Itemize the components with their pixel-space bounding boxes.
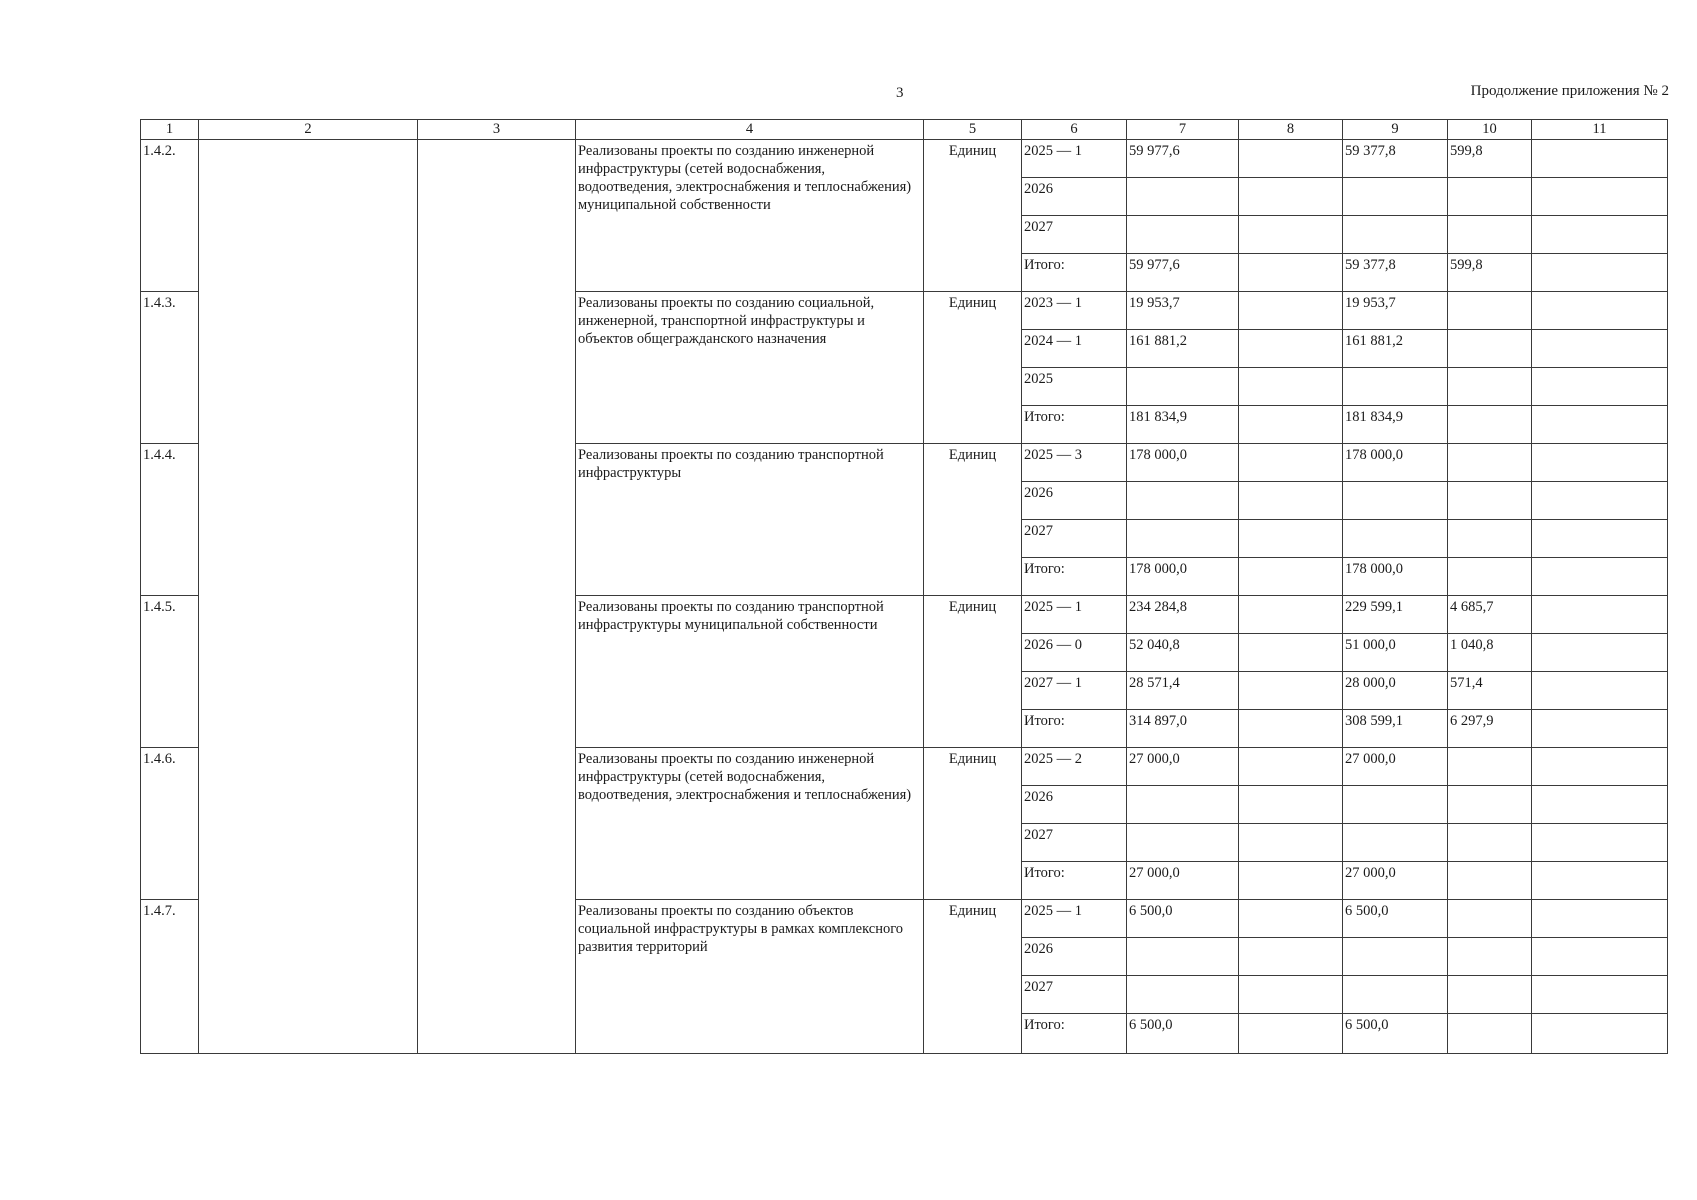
column-8-cell bbox=[1239, 862, 1343, 900]
amount-total-cell bbox=[1127, 520, 1239, 558]
amount-column-9-cell bbox=[1343, 786, 1448, 824]
result-description: Реализованы проекты по созданию инженерной инфраструктуры (сетей водоснабжения, водоотведения, электроснабжения и теплоснабжения) муниципальной собственности bbox=[576, 140, 924, 292]
amount-column-9-cell: 27 000,0 bbox=[1343, 748, 1448, 786]
year-cell: 2023 — 1 bbox=[1022, 292, 1127, 330]
section-code: 1.4.7. bbox=[141, 900, 199, 1054]
column-11-cell bbox=[1532, 862, 1668, 900]
amount-total-cell: 6 500,0 bbox=[1127, 900, 1239, 938]
column-11-cell bbox=[1532, 140, 1668, 178]
amount-column-10-cell bbox=[1448, 824, 1532, 862]
amount-column-9-cell: 6 500,0 bbox=[1343, 900, 1448, 938]
column-number-header: 7 bbox=[1127, 120, 1239, 140]
column-2-cell bbox=[199, 140, 418, 1054]
year-cell: 2026 bbox=[1022, 178, 1127, 216]
unit-of-measure: Единиц bbox=[924, 140, 1022, 292]
amount-column-10-cell bbox=[1448, 482, 1532, 520]
amount-total-cell: 178 000,0 bbox=[1127, 558, 1239, 596]
amount-column-9-cell: 181 834,9 bbox=[1343, 406, 1448, 444]
unit-of-measure: Единиц bbox=[924, 900, 1022, 1054]
amount-column-9-cell bbox=[1343, 482, 1448, 520]
amount-column-9-cell: 308 599,1 bbox=[1343, 710, 1448, 748]
table-row bbox=[141, 140, 1668, 178]
amount-total-cell: 178 000,0 bbox=[1127, 444, 1239, 482]
amount-column-10-cell bbox=[1448, 520, 1532, 558]
section-code: 1.4.5. bbox=[141, 596, 199, 748]
amount-column-9-cell: 161 881,2 bbox=[1343, 330, 1448, 368]
amount-column-9-cell: 27 000,0 bbox=[1343, 862, 1448, 900]
column-8-cell bbox=[1239, 140, 1343, 178]
column-11-cell bbox=[1532, 178, 1668, 216]
amount-column-10-cell bbox=[1448, 938, 1532, 976]
column-8-cell bbox=[1239, 406, 1343, 444]
column-8-cell bbox=[1239, 178, 1343, 216]
amount-column-9-cell: 178 000,0 bbox=[1343, 444, 1448, 482]
year-cell: 2025 — 1 bbox=[1022, 900, 1127, 938]
year-cell: 2026 bbox=[1022, 938, 1127, 976]
unit-of-measure: Единиц bbox=[924, 596, 1022, 748]
amount-total-cell: 59 977,6 bbox=[1127, 140, 1239, 178]
amount-column-10-cell: 599,8 bbox=[1448, 254, 1532, 292]
year-cell: 2027 — 1 bbox=[1022, 672, 1127, 710]
year-cell: 2026 bbox=[1022, 482, 1127, 520]
amount-column-9-cell bbox=[1343, 938, 1448, 976]
result-description: Реализованы проекты по созданию социальной, инженерной, транспортной инфраструктуры и объектов общегражданского назначения bbox=[576, 292, 924, 444]
amount-column-9-cell: 51 000,0 bbox=[1343, 634, 1448, 672]
amount-column-9-cell: 19 953,7 bbox=[1343, 292, 1448, 330]
column-8-cell bbox=[1239, 634, 1343, 672]
column-8-cell bbox=[1239, 368, 1343, 406]
amount-column-9-cell bbox=[1343, 520, 1448, 558]
column-8-cell bbox=[1239, 1014, 1343, 1054]
amount-total-cell: 52 040,8 bbox=[1127, 634, 1239, 672]
column-8-cell bbox=[1239, 254, 1343, 292]
amount-total-cell bbox=[1127, 824, 1239, 862]
amount-column-10-cell bbox=[1448, 786, 1532, 824]
amount-column-9-cell bbox=[1343, 216, 1448, 254]
section-code: 1.4.3. bbox=[141, 292, 199, 444]
amount-column-10-cell bbox=[1448, 900, 1532, 938]
amount-total-cell: 19 953,7 bbox=[1127, 292, 1239, 330]
column-8-cell bbox=[1239, 748, 1343, 786]
column-8-cell bbox=[1239, 558, 1343, 596]
column-11-cell bbox=[1532, 1014, 1668, 1054]
column-number-header: 4 bbox=[576, 120, 924, 140]
year-cell: 2026 bbox=[1022, 786, 1127, 824]
amount-total-cell: 27 000,0 bbox=[1127, 748, 1239, 786]
result-description: Реализованы проекты по созданию транспортной инфраструктуры муниципальной собственности bbox=[576, 596, 924, 748]
column-11-cell bbox=[1532, 938, 1668, 976]
column-number-header: 10 bbox=[1448, 120, 1532, 140]
amount-total-cell: 234 284,8 bbox=[1127, 596, 1239, 634]
amount-column-10-cell: 571,4 bbox=[1448, 672, 1532, 710]
amount-column-10-cell bbox=[1448, 292, 1532, 330]
amount-column-10-cell bbox=[1448, 862, 1532, 900]
amount-column-10-cell: 599,8 bbox=[1448, 140, 1532, 178]
amount-column-9-cell: 59 377,8 bbox=[1343, 254, 1448, 292]
result-description: Реализованы проекты по созданию инженерной инфраструктуры (сетей водоснабжения, водоотведения, электроснабжения и теплоснабжения) bbox=[576, 748, 924, 900]
column-number-header: 5 bbox=[924, 120, 1022, 140]
column-8-cell bbox=[1239, 216, 1343, 254]
column-number-header: 11 bbox=[1532, 120, 1668, 140]
column-8-cell bbox=[1239, 824, 1343, 862]
amount-total-cell: 181 834,9 bbox=[1127, 406, 1239, 444]
table-body bbox=[141, 140, 1668, 1054]
column-8-cell bbox=[1239, 672, 1343, 710]
amount-total-cell: 6 500,0 bbox=[1127, 1014, 1239, 1054]
column-11-cell bbox=[1532, 330, 1668, 368]
year-cell: Итого: bbox=[1022, 710, 1127, 748]
unit-of-measure: Единиц bbox=[924, 292, 1022, 444]
column-11-cell bbox=[1532, 368, 1668, 406]
amount-total-cell: 27 000,0 bbox=[1127, 862, 1239, 900]
amount-column-9-cell bbox=[1343, 178, 1448, 216]
year-cell: 2027 bbox=[1022, 520, 1127, 558]
amount-column-10-cell: 6 297,9 bbox=[1448, 710, 1532, 748]
column-number-header: 6 bbox=[1022, 120, 1127, 140]
column-11-cell bbox=[1532, 634, 1668, 672]
amount-column-10-cell bbox=[1448, 368, 1532, 406]
column-8-cell bbox=[1239, 710, 1343, 748]
column-11-cell bbox=[1532, 596, 1668, 634]
amount-total-cell: 161 881,2 bbox=[1127, 330, 1239, 368]
year-cell: 2025 — 1 bbox=[1022, 596, 1127, 634]
amount-column-10-cell bbox=[1448, 178, 1532, 216]
year-cell: Итого: bbox=[1022, 254, 1127, 292]
column-11-cell bbox=[1532, 672, 1668, 710]
amount-total-cell: 314 897,0 bbox=[1127, 710, 1239, 748]
column-8-cell bbox=[1239, 444, 1343, 482]
column-number-header: 1 bbox=[141, 120, 199, 140]
year-cell: 2027 bbox=[1022, 216, 1127, 254]
amount-total-cell bbox=[1127, 216, 1239, 254]
amount-column-10-cell bbox=[1448, 444, 1532, 482]
year-cell: 2025 — 3 bbox=[1022, 444, 1127, 482]
column-8-cell bbox=[1239, 330, 1343, 368]
column-number-header: 8 bbox=[1239, 120, 1343, 140]
year-cell: 2025 — 1 bbox=[1022, 140, 1127, 178]
column-8-cell bbox=[1239, 786, 1343, 824]
amount-column-10-cell: 1 040,8 bbox=[1448, 634, 1532, 672]
amount-column-9-cell: 6 500,0 bbox=[1343, 1014, 1448, 1054]
column-11-cell bbox=[1532, 824, 1668, 862]
year-cell: 2024 — 1 bbox=[1022, 330, 1127, 368]
column-number-header: 9 bbox=[1343, 120, 1448, 140]
amount-column-10-cell bbox=[1448, 330, 1532, 368]
amount-column-10-cell bbox=[1448, 976, 1532, 1014]
amount-column-9-cell: 178 000,0 bbox=[1343, 558, 1448, 596]
section-code: 1.4.4. bbox=[141, 444, 199, 596]
amount-total-cell bbox=[1127, 482, 1239, 520]
column-11-cell bbox=[1532, 406, 1668, 444]
column-11-cell bbox=[1532, 444, 1668, 482]
column-8-cell bbox=[1239, 292, 1343, 330]
page-number: 3 bbox=[896, 85, 904, 101]
amount-column-9-cell bbox=[1343, 368, 1448, 406]
amount-column-10-cell bbox=[1448, 1014, 1532, 1054]
column-number-row bbox=[141, 120, 1668, 140]
column-8-cell bbox=[1239, 596, 1343, 634]
year-cell: Итого: bbox=[1022, 1014, 1127, 1054]
amount-total-cell bbox=[1127, 178, 1239, 216]
year-cell: Итого: bbox=[1022, 558, 1127, 596]
column-8-cell bbox=[1239, 900, 1343, 938]
amount-total-cell: 28 571,4 bbox=[1127, 672, 1239, 710]
column-11-cell bbox=[1532, 482, 1668, 520]
year-cell: Итого: bbox=[1022, 862, 1127, 900]
amount-column-10-cell bbox=[1448, 558, 1532, 596]
column-11-cell bbox=[1532, 558, 1668, 596]
column-8-cell bbox=[1239, 938, 1343, 976]
result-description: Реализованы проекты по созданию транспортной инфраструктуры bbox=[576, 444, 924, 596]
column-11-cell bbox=[1532, 976, 1668, 1014]
amount-column-9-cell: 28 000,0 bbox=[1343, 672, 1448, 710]
column-11-cell bbox=[1532, 900, 1668, 938]
column-11-cell bbox=[1532, 254, 1668, 292]
amount-total-cell: 59 977,6 bbox=[1127, 254, 1239, 292]
amount-total-cell bbox=[1127, 786, 1239, 824]
column-11-cell bbox=[1532, 292, 1668, 330]
amount-column-9-cell bbox=[1343, 824, 1448, 862]
year-cell: 2027 bbox=[1022, 824, 1127, 862]
amount-column-9-cell bbox=[1343, 976, 1448, 1014]
year-cell: 2027 bbox=[1022, 976, 1127, 1014]
unit-of-measure: Единиц bbox=[924, 748, 1022, 900]
year-cell: 2026 — 0 bbox=[1022, 634, 1127, 672]
appendix-table bbox=[140, 119, 1668, 1054]
unit-of-measure: Единиц bbox=[924, 444, 1022, 596]
amount-total-cell bbox=[1127, 938, 1239, 976]
column-11-cell bbox=[1532, 786, 1668, 824]
column-3-cell bbox=[418, 140, 576, 1054]
column-8-cell bbox=[1239, 976, 1343, 1014]
column-8-cell bbox=[1239, 520, 1343, 558]
amount-column-10-cell bbox=[1448, 406, 1532, 444]
column-8-cell bbox=[1239, 482, 1343, 520]
amount-column-9-cell: 59 377,8 bbox=[1343, 140, 1448, 178]
column-11-cell bbox=[1532, 520, 1668, 558]
amount-column-10-cell: 4 685,7 bbox=[1448, 596, 1532, 634]
column-number-header: 2 bbox=[199, 120, 418, 140]
section-code: 1.4.2. bbox=[141, 140, 199, 292]
continuation-heading: Продолжение приложения № 2 bbox=[1470, 83, 1669, 99]
section-code: 1.4.6. bbox=[141, 748, 199, 900]
amount-total-cell bbox=[1127, 976, 1239, 1014]
column-11-cell bbox=[1532, 748, 1668, 786]
year-cell: Итого: bbox=[1022, 406, 1127, 444]
amount-column-9-cell: 229 599,1 bbox=[1343, 596, 1448, 634]
result-description: Реализованы проекты по созданию объектов социальной инфраструктуры в рамках комплексного развития территорий bbox=[576, 900, 924, 1054]
amount-column-10-cell bbox=[1448, 216, 1532, 254]
amount-column-10-cell bbox=[1448, 748, 1532, 786]
year-cell: 2025 — 2 bbox=[1022, 748, 1127, 786]
column-number-header: 3 bbox=[418, 120, 576, 140]
column-11-cell bbox=[1532, 710, 1668, 748]
year-cell: 2025 bbox=[1022, 368, 1127, 406]
column-11-cell bbox=[1532, 216, 1668, 254]
amount-total-cell bbox=[1127, 368, 1239, 406]
